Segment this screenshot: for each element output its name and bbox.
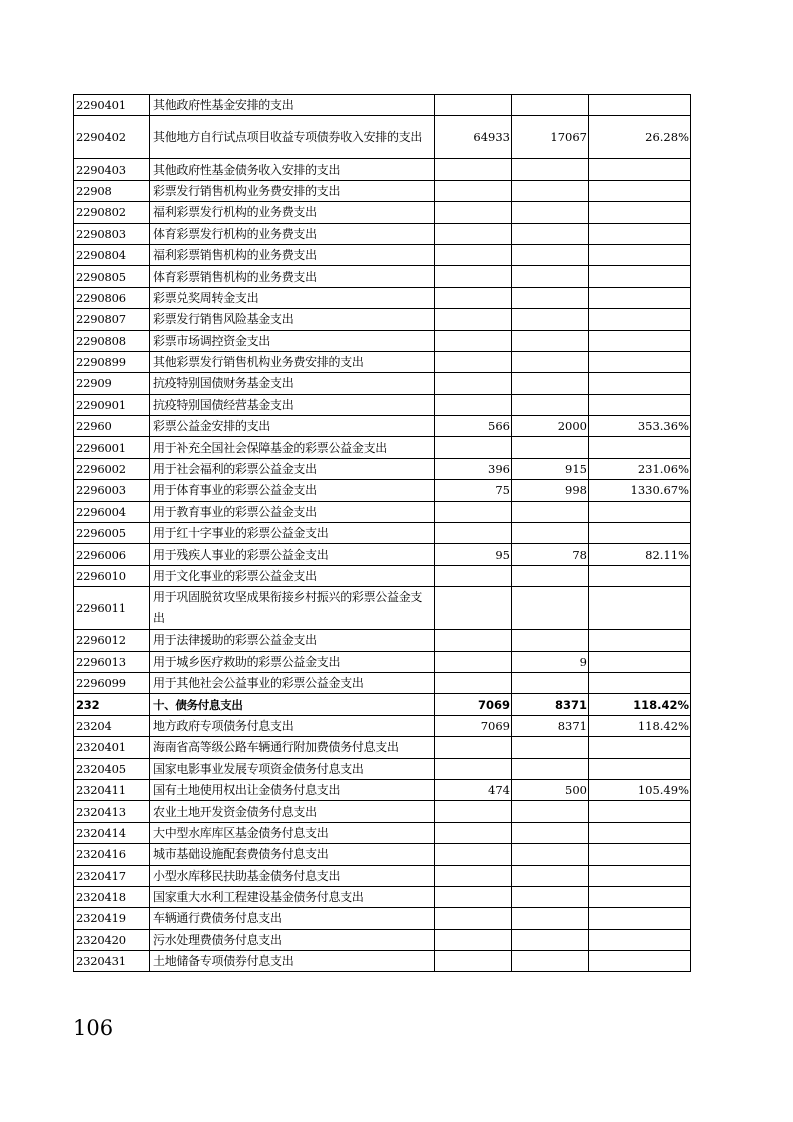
table-row <box>74 565 691 586</box>
row-percent-cell <box>589 672 691 693</box>
row-percent-cell: 118.42% <box>589 715 691 736</box>
row-code-cell: 2296001 <box>74 437 150 458</box>
row-percent-cell <box>589 501 691 522</box>
row-value-2-cell <box>512 630 589 651</box>
row-percent-cell: 26.28% <box>589 116 691 159</box>
table-row <box>74 801 691 822</box>
row-code-cell: 2290807 <box>74 309 150 330</box>
row-value-1-cell <box>435 822 512 843</box>
table-row <box>74 951 691 972</box>
budget-expenditure-table <box>73 94 691 972</box>
row-name-cell: 用于补充全国社会保障基金的彩票公益金支出 <box>150 437 435 458</box>
row-percent-cell <box>589 180 691 201</box>
table-row <box>74 351 691 372</box>
row-percent-cell <box>589 565 691 586</box>
row-code-cell: 2296002 <box>74 458 150 479</box>
row-value-2-cell: 8371 <box>512 694 589 715</box>
table-row <box>74 416 691 437</box>
table-row <box>74 180 691 201</box>
row-percent-cell: 231.06% <box>589 458 691 479</box>
row-name-cell: 土地储备专项债券付息支出 <box>150 951 435 972</box>
table-row <box>74 480 691 501</box>
row-percent-cell <box>589 651 691 672</box>
table-row <box>74 651 691 672</box>
row-code-cell: 2320401 <box>74 737 150 758</box>
row-percent-cell <box>589 630 691 651</box>
row-code-cell: 2290804 <box>74 244 150 265</box>
row-value-2-cell: 500 <box>512 779 589 800</box>
table-row <box>74 116 691 159</box>
row-value-1-cell <box>435 244 512 265</box>
row-percent-cell <box>589 202 691 223</box>
row-name-cell: 农业土地开发资金债务付息支出 <box>150 801 435 822</box>
row-name-cell: 海南省高等级公路车辆通行附加费债务付息支出 <box>150 737 435 758</box>
table-row <box>74 630 691 651</box>
row-value-1-cell <box>435 801 512 822</box>
row-value-2-cell <box>512 908 589 929</box>
row-value-2-cell <box>512 287 589 308</box>
row-code-cell: 2320414 <box>74 822 150 843</box>
row-name-cell: 其他政府性基金安排的支出 <box>150 95 435 116</box>
row-code-cell: 2290805 <box>74 266 150 287</box>
row-value-2-cell <box>512 309 589 330</box>
row-name-cell: 福利彩票销售机构的业务费支出 <box>150 244 435 265</box>
table-row <box>74 244 691 265</box>
table-row <box>74 544 691 565</box>
row-value-1-cell <box>435 844 512 865</box>
table-row <box>74 758 691 779</box>
row-value-2-cell: 915 <box>512 458 589 479</box>
row-value-1-cell <box>435 865 512 886</box>
row-code-cell: 23204 <box>74 715 150 736</box>
table-row <box>74 95 691 116</box>
table-row <box>74 737 691 758</box>
row-name-cell: 国家重大水利工程建设基金债务付息支出 <box>150 886 435 907</box>
row-value-2-cell <box>512 351 589 372</box>
table-row <box>74 223 691 244</box>
row-value-1-cell <box>435 587 512 630</box>
row-value-1-cell <box>435 266 512 287</box>
table-row <box>74 672 691 693</box>
row-value-1-cell: 7069 <box>435 715 512 736</box>
row-value-2-cell <box>512 801 589 822</box>
row-code-cell: 2320405 <box>74 758 150 779</box>
row-percent-cell <box>589 908 691 929</box>
table-row <box>74 779 691 800</box>
table-row <box>74 587 691 630</box>
table-row <box>74 373 691 394</box>
table-row <box>74 437 691 458</box>
row-value-2-cell <box>512 672 589 693</box>
row-percent-cell <box>589 844 691 865</box>
row-name-cell: 用于法律援助的彩票公益金支出 <box>150 630 435 651</box>
row-value-2-cell <box>512 844 589 865</box>
row-value-2-cell <box>512 159 589 180</box>
row-value-2-cell <box>512 266 589 287</box>
row-percent-cell: 353.36% <box>589 416 691 437</box>
row-percent-cell <box>589 373 691 394</box>
table-row <box>74 159 691 180</box>
row-value-1-cell <box>435 651 512 672</box>
row-name-cell: 福利彩票发行机构的业务费支出 <box>150 202 435 223</box>
row-percent-cell: 82.11% <box>589 544 691 565</box>
row-value-2-cell <box>512 501 589 522</box>
row-name-cell: 小型水库移民扶助基金债务付息支出 <box>150 865 435 886</box>
row-code-cell: 2290901 <box>74 394 150 415</box>
row-value-2-cell <box>512 565 589 586</box>
row-value-2-cell <box>512 951 589 972</box>
row-percent-cell <box>589 801 691 822</box>
row-name-cell: 用于残疾人事业的彩票公益金支出 <box>150 544 435 565</box>
row-percent-cell <box>589 266 691 287</box>
row-value-1-cell <box>435 159 512 180</box>
row-name-cell: 城市基础设施配套费债务付息支出 <box>150 844 435 865</box>
row-value-1-cell <box>435 330 512 351</box>
row-value-1-cell <box>435 95 512 116</box>
row-code-cell: 2290401 <box>74 95 150 116</box>
table-row <box>74 822 691 843</box>
row-name-cell: 彩票市场调控资金支出 <box>150 330 435 351</box>
page-number: 106 <box>73 1016 114 1040</box>
row-value-1-cell <box>435 309 512 330</box>
row-name-cell: 国有土地使用权出让金债务付息支出 <box>150 779 435 800</box>
row-value-1-cell: 64933 <box>435 116 512 159</box>
table-row <box>74 844 691 865</box>
row-name-cell: 用于社会福利的彩票公益金支出 <box>150 458 435 479</box>
row-value-1-cell: 7069 <box>435 694 512 715</box>
row-percent-cell <box>589 865 691 886</box>
row-value-1-cell <box>435 223 512 244</box>
row-value-1-cell <box>435 373 512 394</box>
row-code-cell: 2290899 <box>74 351 150 372</box>
row-value-1-cell <box>435 351 512 372</box>
row-code-cell: 2320418 <box>74 886 150 907</box>
row-value-2-cell <box>512 758 589 779</box>
row-name-cell: 用于巩固脱贫攻坚成果衔接乡村振兴的彩票公益金支出 <box>150 587 435 630</box>
row-value-2-cell: 998 <box>512 480 589 501</box>
row-value-1-cell <box>435 394 512 415</box>
row-value-1-cell <box>435 672 512 693</box>
row-name-cell: 用于红十字事业的彩票公益金支出 <box>150 523 435 544</box>
table-row <box>74 865 691 886</box>
row-name-cell: 用于体育事业的彩票公益金支出 <box>150 480 435 501</box>
row-name-cell: 体育彩票销售机构的业务费支出 <box>150 266 435 287</box>
row-percent-cell <box>589 822 691 843</box>
table-row <box>74 309 691 330</box>
row-value-2-cell <box>512 886 589 907</box>
table-row <box>74 330 691 351</box>
row-name-cell: 体育彩票发行机构的业务费支出 <box>150 223 435 244</box>
row-value-2-cell <box>512 394 589 415</box>
row-code-cell: 2296003 <box>74 480 150 501</box>
row-code-cell: 2320416 <box>74 844 150 865</box>
row-value-1-cell <box>435 202 512 223</box>
row-code-cell: 2296004 <box>74 501 150 522</box>
row-value-1-cell <box>435 758 512 779</box>
row-name-cell: 国家电影事业发展专项资金债务付息支出 <box>150 758 435 779</box>
row-value-1-cell <box>435 737 512 758</box>
row-code-cell: 2290808 <box>74 330 150 351</box>
table-row <box>74 929 691 950</box>
row-code-cell: 2290806 <box>74 287 150 308</box>
row-value-2-cell <box>512 523 589 544</box>
row-percent-cell <box>589 737 691 758</box>
row-value-2-cell: 17067 <box>512 116 589 159</box>
row-code-cell: 2290802 <box>74 202 150 223</box>
row-code-cell: 2320417 <box>74 865 150 886</box>
table-row <box>74 715 691 736</box>
row-value-2-cell <box>512 587 589 630</box>
row-code-cell: 2290403 <box>74 159 150 180</box>
row-value-1-cell <box>435 886 512 907</box>
row-percent-cell <box>589 330 691 351</box>
row-code-cell: 2296013 <box>74 651 150 672</box>
row-name-cell: 彩票发行销售机构业务费安排的支出 <box>150 180 435 201</box>
table-row <box>74 908 691 929</box>
row-code-cell: 2320419 <box>74 908 150 929</box>
row-value-2-cell <box>512 373 589 394</box>
row-value-2-cell <box>512 223 589 244</box>
row-code-cell: 2296006 <box>74 544 150 565</box>
row-value-1-cell: 75 <box>435 480 512 501</box>
row-value-1-cell <box>435 929 512 950</box>
row-percent-cell <box>589 244 691 265</box>
row-code-cell: 2296012 <box>74 630 150 651</box>
row-value-2-cell <box>512 822 589 843</box>
row-value-1-cell: 474 <box>435 779 512 800</box>
row-value-1-cell <box>435 908 512 929</box>
row-name-cell: 大中型水库库区基金债务付息支出 <box>150 822 435 843</box>
row-value-2-cell <box>512 202 589 223</box>
row-value-2-cell: 9 <box>512 651 589 672</box>
row-value-2-cell <box>512 737 589 758</box>
table-row <box>74 287 691 308</box>
row-name-cell: 用于文化事业的彩票公益金支出 <box>150 565 435 586</box>
row-name-cell: 污水处理费债务付息支出 <box>150 929 435 950</box>
table-row <box>74 501 691 522</box>
table-body <box>74 95 691 972</box>
row-value-1-cell: 95 <box>435 544 512 565</box>
row-percent-cell <box>589 223 691 244</box>
row-name-cell: 用于城乡医疗救助的彩票公益金支出 <box>150 651 435 672</box>
row-code-cell: 2296005 <box>74 523 150 544</box>
row-value-2-cell <box>512 244 589 265</box>
row-code-cell: 2296010 <box>74 565 150 586</box>
row-code-cell: 2320420 <box>74 929 150 950</box>
row-name-cell: 十、债务付息支出 <box>150 694 435 715</box>
row-percent-cell: 118.42% <box>589 694 691 715</box>
row-percent-cell <box>589 587 691 630</box>
row-code-cell: 22960 <box>74 416 150 437</box>
row-name-cell: 其他政府性基金债务收入安排的支出 <box>150 159 435 180</box>
row-value-2-cell: 8371 <box>512 715 589 736</box>
row-name-cell: 彩票发行销售风险基金支出 <box>150 309 435 330</box>
row-percent-cell <box>589 394 691 415</box>
row-value-2-cell: 78 <box>512 544 589 565</box>
table-row <box>74 202 691 223</box>
row-percent-cell <box>589 758 691 779</box>
row-percent-cell <box>589 437 691 458</box>
table-row <box>74 266 691 287</box>
table-row <box>74 694 691 715</box>
row-code-cell: 2296099 <box>74 672 150 693</box>
row-value-2-cell <box>512 95 589 116</box>
row-percent-cell: 1330.67% <box>589 480 691 501</box>
row-percent-cell <box>589 287 691 308</box>
row-name-cell: 用于教育事业的彩票公益金支出 <box>150 501 435 522</box>
row-name-cell: 彩票兑奖周转金支出 <box>150 287 435 308</box>
row-code-cell: 2320411 <box>74 779 150 800</box>
row-name-cell: 其他彩票发行销售机构业务费安排的支出 <box>150 351 435 372</box>
row-value-1-cell <box>435 565 512 586</box>
row-code-cell: 22909 <box>74 373 150 394</box>
row-code-cell: 2320413 <box>74 801 150 822</box>
row-percent-cell <box>589 95 691 116</box>
row-code-cell: 22908 <box>74 180 150 201</box>
row-name-cell: 其他地方自行试点项目收益专项债券收入安排的支出 <box>150 116 435 159</box>
row-value-1-cell <box>435 630 512 651</box>
row-name-cell: 地方政府专项债务付息支出 <box>150 715 435 736</box>
row-percent-cell <box>589 886 691 907</box>
row-value-1-cell: 396 <box>435 458 512 479</box>
table-row <box>74 523 691 544</box>
row-value-2-cell <box>512 330 589 351</box>
row-percent-cell <box>589 951 691 972</box>
row-value-1-cell <box>435 523 512 544</box>
row-name-cell: 彩票公益金安排的支出 <box>150 416 435 437</box>
table-row <box>74 394 691 415</box>
row-name-cell: 车辆通行费债务付息支出 <box>150 908 435 929</box>
row-value-1-cell: 566 <box>435 416 512 437</box>
row-code-cell: 2290803 <box>74 223 150 244</box>
row-value-1-cell <box>435 501 512 522</box>
row-value-2-cell: 2000 <box>512 416 589 437</box>
row-code-cell: 2296011 <box>74 587 150 630</box>
row-code-cell: 2320431 <box>74 951 150 972</box>
row-percent-cell <box>589 929 691 950</box>
row-value-2-cell <box>512 865 589 886</box>
row-value-2-cell <box>512 437 589 458</box>
row-name-cell: 抗疫特别国债财务基金支出 <box>150 373 435 394</box>
row-code-cell: 232 <box>74 694 150 715</box>
row-percent-cell <box>589 523 691 544</box>
row-value-2-cell <box>512 180 589 201</box>
row-percent-cell <box>589 351 691 372</box>
row-code-cell: 2290402 <box>74 116 150 159</box>
row-value-1-cell <box>435 287 512 308</box>
row-percent-cell <box>589 309 691 330</box>
row-name-cell: 用于其他社会公益事业的彩票公益金支出 <box>150 672 435 693</box>
row-value-1-cell <box>435 437 512 458</box>
row-name-cell: 抗疫特别国债经营基金支出 <box>150 394 435 415</box>
table-row <box>74 458 691 479</box>
row-value-2-cell <box>512 929 589 950</box>
row-value-1-cell <box>435 180 512 201</box>
row-percent-cell <box>589 159 691 180</box>
row-value-1-cell <box>435 951 512 972</box>
row-percent-cell: 105.49% <box>589 779 691 800</box>
table-row <box>74 886 691 907</box>
